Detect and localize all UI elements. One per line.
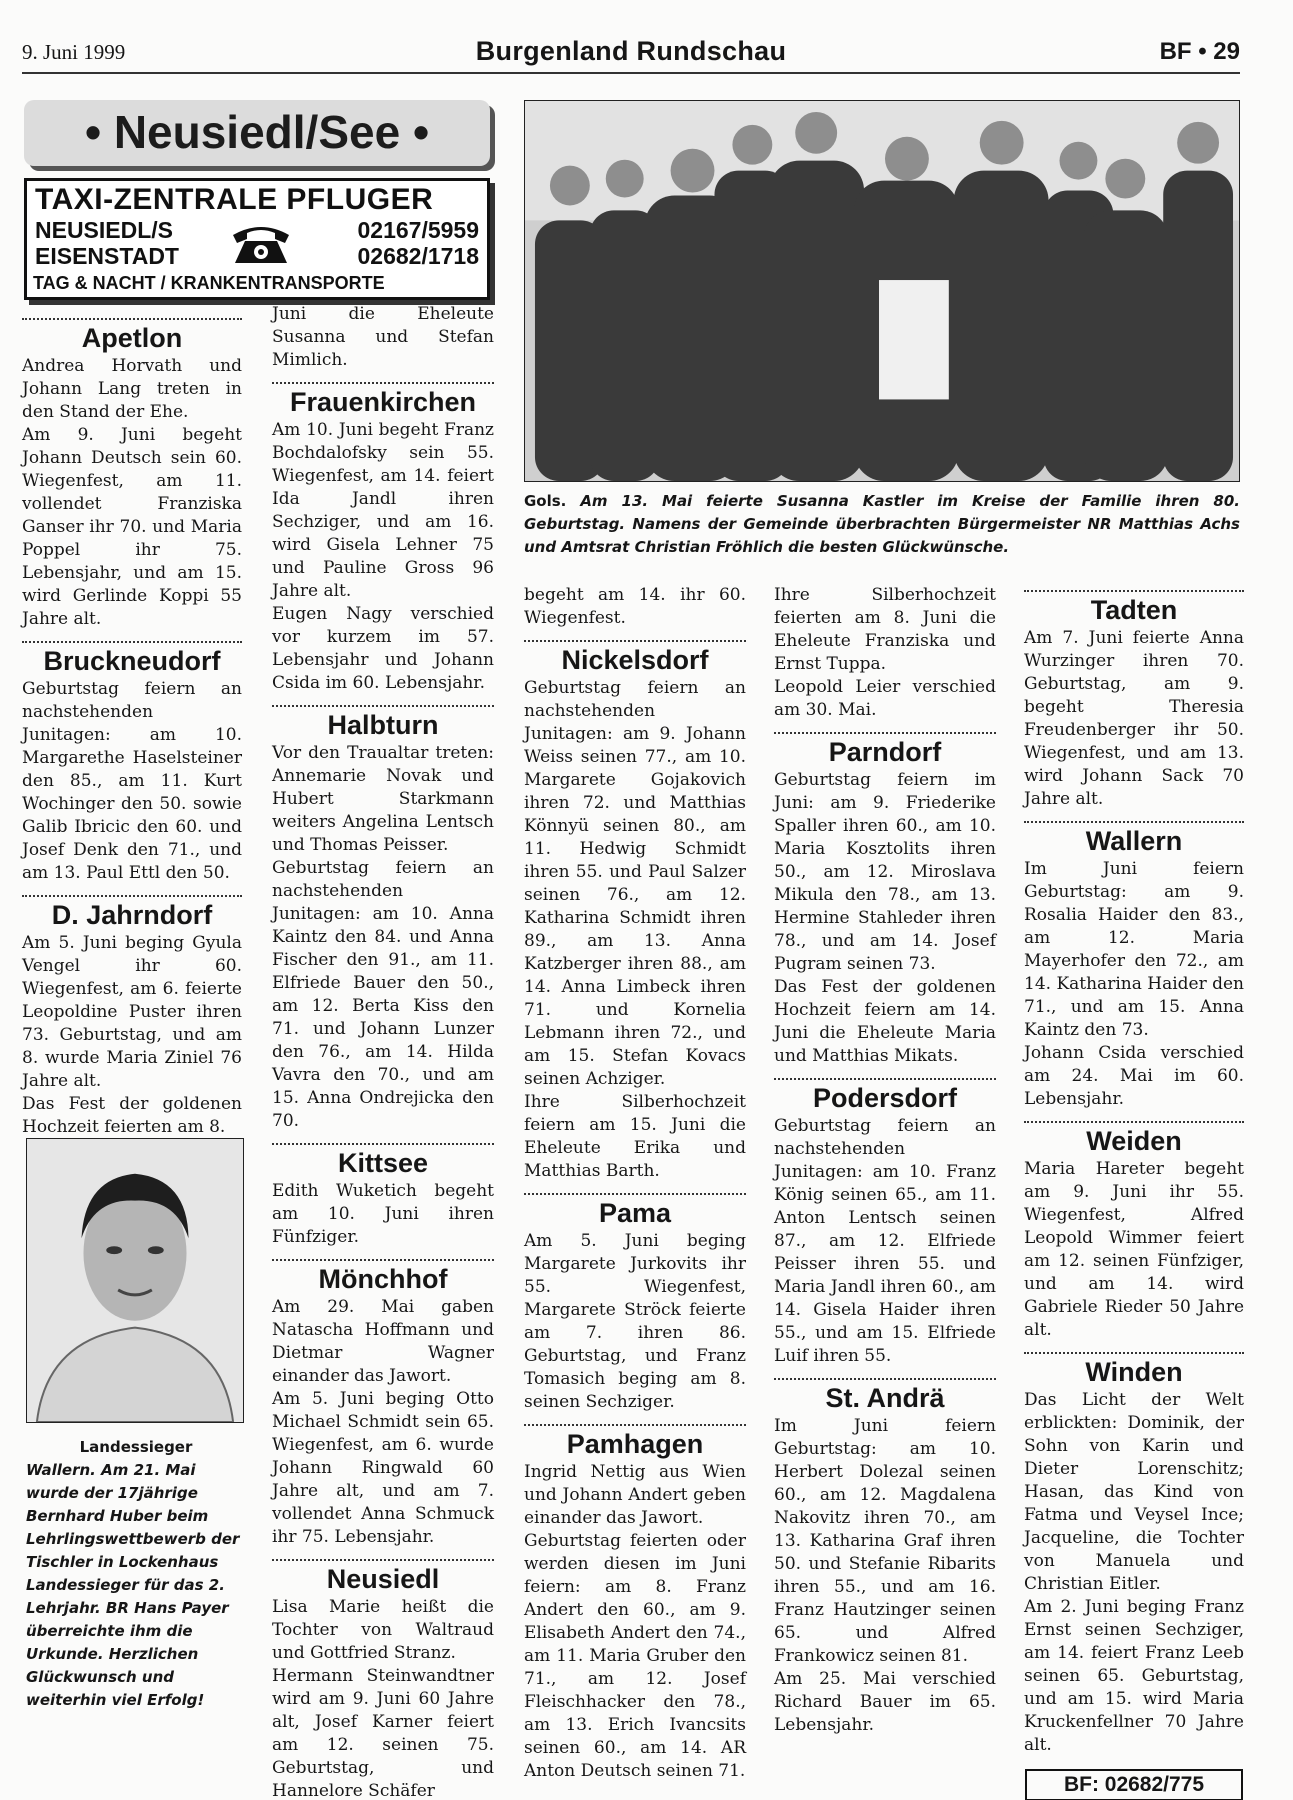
section-paragraph: Vor den Traualtar treten: Annemarie Novak und Hubert Starkmann weiters Angelina Lentsch und Thomas Peisser. [272,743,494,855]
section-paragraph: Das Licht der Welt erblickten: Dominik, der Sohn von Karin und Dieter Lorenschitz; Hasan, das Kind von Fatma und Veysel Ince; Jacqueline, die Tochter von Manuela und Christian Eitler. [1024,1390,1244,1594]
section-heading: St. Andrä [825,1383,945,1413]
ad-city: NEUSIEDL/S [35,217,174,243]
section-heading: D. Jahrndorf [51,900,213,930]
section-paragraph: Ingrid Nettig aus Wien und Johann Andert geben einander das Jawort. [524,1462,746,1528]
section-heading: Bruckneudorf [43,646,221,676]
section-divider [272,705,494,707]
section-paragraph: Maria Hareter begeht am 9. Juni ihr 55. Wiegenfest, Alfred Leopold Wimmer feiert am 12. seinen Fünfziger, und am 14. wird Gabriele Rieder 50 Jahre alt. [1024,1159,1244,1340]
section-divider [774,732,996,734]
portrait-photo [26,1138,244,1423]
section-divider [524,1424,746,1426]
section-divider [524,1193,746,1195]
section-paragraph: Hermann Steinwandtner wird am 9. Juni 60 Jahre alt, Josef Karner feiert am 12. seinen 75. Geburtstag, und Hannelore Schäfer [272,1666,494,1800]
column-1 [22,308,242,1139]
section-heading: Wallern [1085,826,1183,856]
section-divider [272,1259,494,1261]
section-paragraph: Geburtstag feiern an nachstehenden Junitagen: am 10. Margarethe Haselsteiner den 85., am 11. Kurt Wochinger den 50. sowie Galib Ibricic den 60. und Josef Denk den 71., und am 13. Paul Ettl den 50. [22,679,242,883]
column-5 [1024,580,1244,1800]
section-paragraph: Ihre Silberhochzeit feierten am 8. Juni die Eheleute Franziska und Ernst Tuppa. [774,585,996,674]
section-divider [774,1078,996,1080]
section-paragraph: Ihre Silberhochzeit feiern am 15. Juni die Eheleute Erika und Matthias Barth. [524,1092,746,1181]
section-heading: Podersdorf [812,1083,958,1113]
ad-footer: TAG & NACHT / KRANKENTRANSPORTE [33,273,385,293]
telephone-icon [229,221,293,265]
section-heading: Weiden [1086,1126,1182,1156]
section-divider [524,640,746,642]
section-paragraph: Am 9. Juni begeht Johann Deutsch sein 60. Wiegenfest, am 11. vollendet Franziska Ganser ihr 70. und Maria Poppel ihr 75. Lebensjahr, und am 15. wird Gerlinde Koppi 55 Jahre alt. [22,425,242,629]
section-heading: Frauenkirchen [289,387,477,417]
page-number: BF • 29 [1159,38,1240,65]
section-paragraph: Das Fest der goldenen Hochzeit feierten am 8. [22,1094,242,1137]
group-photo-caption [524,490,1240,559]
section-paragraph: Am 5. Juni beging Gyula Vengel ihr 60. Wiegenfest, am 6. feierte Leopoldine Puster ihren 73. Geburtstag, und am 8. wurde Maria Ziniel 76 Jahre alt. [22,933,242,1091]
ad-city: EISENSTADT [35,243,179,269]
section-paragraph: begeht am 14. ihr 60. Wiegenfest. [524,585,746,628]
section-heading: Mönchhof [318,1264,448,1294]
section-paragraph: Geburtstag feiern an nachstehenden Junitagen: am 9. Johann Weiss seinen 77., am 10. Margarete Gojakovich ihren 72. und Matthias Könnyü seinen 80., am 11. Hedwig Schmidt ihren 55. und Paul Salzer seinen 76., am 12. Katharina Schmidt ihren 89., am 13. Anna Katzberger ihren 88., am 14. Anna Limbeck ihren 71. und Kornelia Lebmann ihren 72., und am 15. Stefan Kovacs seinen Achziger. [524,678,746,1089]
portrait-caption [26,1436,246,1712]
column-4 [774,584,996,1737]
section-paragraph: Leopold Leier verschied am 30. Mai. [774,677,996,720]
section-divider [22,318,242,320]
caption-lead: Gols. [524,492,567,510]
section-divider [1024,821,1244,823]
section-paragraph: Johann Csida verschied am 24. Mai im 60. Lebensjahr. [1024,1043,1244,1109]
ad-number: 02167/5959 [357,217,479,243]
section-divider [1024,1352,1244,1354]
portrait-caption-title: Landessieger [79,1438,193,1456]
section-paragraph: Geburtstag feiern im Juni: am 9. Friederike Spaller ihren 60., am 10. Maria Kosztolits ihren 50., am 12. Miroslava Mikula den 78., am 13. Hermine Stahleder ihren 78., und am 14. Josef Pugram seinen 73. [774,770,996,974]
ad-title: TAXI-ZENTRALE PFLUGER [35,183,434,216]
section-heading: Pama [598,1198,672,1228]
section-paragraph: Am 25. Mai verschied Richard Bauer im 65. Lebensjahr. [774,1669,996,1735]
section-paragraph: Am 29. Mai gaben Natascha Hoffmann und Dietmar Wagner einander das Jawort. [272,1297,494,1386]
section-heading: Apetlon [81,323,183,353]
section-divider [272,382,494,384]
column-3 [524,584,746,1783]
section-heading: Kittsee [337,1148,429,1178]
group-photo [524,100,1240,482]
section-heading: Tadten [1090,595,1178,625]
section-paragraph: Geburtstag feiern an nachstehenden Junitagen: am 10. Franz König seinen 65., am 11. Anton Lentsch seinen 87., am 12. Elfriede Peisser ihren 55. und Maria Jandl ihren 60., am 14. Gisela Haider ihren 55., und am 15. Elfriede Luif ihren 55. [774,1116,996,1366]
section-paragraph: Im Juni feiern Geburtstag: am 10. Herbert Dolezal seinen 60., am 12. Magdalena Nakovitz ihren 70., am 13. Katharina Graf ihren 50. und Stefanie Ribarits ihren 55., und am 16. Franz Hautzinger seinen 65. und Alfred Frankowicz seinen 81. [774,1416,996,1666]
section-divider [1024,590,1244,592]
section-paragraph: Andrea Horvath und Johann Lang treten in den Stand der Ehe. [22,356,242,422]
section-paragraph: Das Fest der goldenen Hochzeit feiern am 14. Juni die Eheleute Maria und Matthias Mikats. [774,977,996,1066]
section-paragraph: Am 2. Juni beging Franz Ernst seinen Sechziger, am 14. feiert Franz Leeb seinen 65. Geburtstag, und am 15. wird Maria Kruckenfellner 70 Jahre alt. [1024,1597,1244,1755]
section-paragraph: Geburtstag feiern an nachstehenden Junitagen: am 10. Anna Kaintz den 84. und Anna Fischer den 91., am 11. Elfriede Bauer den 50., am 12. Berta Kiss den 71. und Johann Lunzer den 76., am 14. Hilda Vavra den 70., und am 15. Anna Ondrejicka den 70. [272,858,494,1131]
section-paragraph: Juni die Eheleute Susanna und Stefan Mimlich. [272,304,494,370]
section-heading: Winden [1085,1357,1183,1387]
section-paragraph: Am 5. Juni beging Otto Michael Schmidt sein 65. Wiegenfest, am 6. wurde Johann Ringwald 60 Jahre alt, und am 7. vollendet Anna Schmuck ihr 75. Lebensjahr. [272,1389,494,1547]
section-paragraph: Geburtstag feierten oder werden diesen im Juni feiern: am 8. Franz Andert den 60., am 9. Elisabeth Andert den 74., am 11. Maria Gruber den 71., am 12. Josef Fleischhacker den 78., am 13. Erich Ivancsits seinen 60., am 14. AR Anton Deutsch seinen 71. [524,1531,746,1781]
taxi-advertisement [24,178,490,300]
section-divider [22,641,242,643]
ad-number: 02682/1718 [357,243,479,269]
section-divider [22,895,242,897]
section-divider [1024,1121,1244,1123]
section-divider [272,1559,494,1561]
section-heading: Halbturn [327,710,439,740]
caption-text: Am 13. Mai feierte Susanna Kastler im Kreise der Familie ihren 80. Geburtstag. Namens der Gemeinde überbrachten Bürgermeister NR Matthias Achs und Amtsrat Christian Fröhlich die besten Glückwünsche. [524,492,1240,556]
section-divider [774,1378,996,1380]
region-banner: • Neusiedl/See • [24,100,490,166]
portrait-caption-text: Wallern. Am 21. Mai wurde der 17jährige Bernhard Huber beim Lehrlingswettbewerb der Tischler in Lockenhaus Landessieger für das 2. Lehrjahr. BR Hans Payer überreichte ihm die Urkunde. Herzlichen Glückwunsch und weiterhin viel Erfolg! [26,1461,240,1709]
section-paragraph: Am 10. Juni begeht Franz Bochdalofsky sein 55. Wiegenfest, am 14. feiert Ida Jandl ihren Sechziger, und am 16. wird Gisela Lehner 75 und Pauline Gross 96 Jahre alt. [272,420,494,601]
section-paragraph: Lisa Marie heißt die Tochter von Waltraud und Gottfried Stranz. [272,1597,494,1663]
section-heading: Parndorf [828,737,942,767]
section-paragraph: Im Juni feiern Geburtstag: am 9. Rosalia Haider den 83., am 12. Maria Mayerhofer den 72., am 14. Katharina Haider den 71., und am 15. Anna Kaintz den 73. [1024,859,1245,1040]
contact-number-box: BF: 02682/775 [1025,1769,1243,1800]
section-heading: Neusiedl [326,1564,440,1594]
section-heading: Nickelsdorf [561,645,709,675]
section-paragraph: Am 7. Juni feierte Anna Wurzinger ihren 70. Geburtstag, am 9. begeht Theresia Freudenberger ihr 50. Wiegenfest, und am 13. wird Johann Sack 70 Jahre alt. [1024,628,1244,809]
page-header [22,34,1240,74]
section-paragraph: Edith Wuketich begeht am 10. Juni ihren Fünfziger. [272,1181,494,1247]
section-paragraph: Am 5. Juni beging Margarete Jurkovits ihr 55. Wiegenfest, Margarete Ströck feierte am 7. ihren 86. Geburtstag, und Franz Tomasich beging am 8. seinen Sechziger. [524,1231,746,1412]
section-divider [272,1143,494,1145]
issue-date: 9. Juni 1999 [22,40,126,64]
column-2 [272,303,494,1800]
section-heading: Pamhagen [566,1429,704,1459]
newspaper-title: Burgenland Rundschau [475,36,787,66]
section-paragraph: Eugen Nagy verschied vor kurzem im 57. Lebensjahr und Johann Csida im 60. Lebensjahr. [272,604,494,693]
